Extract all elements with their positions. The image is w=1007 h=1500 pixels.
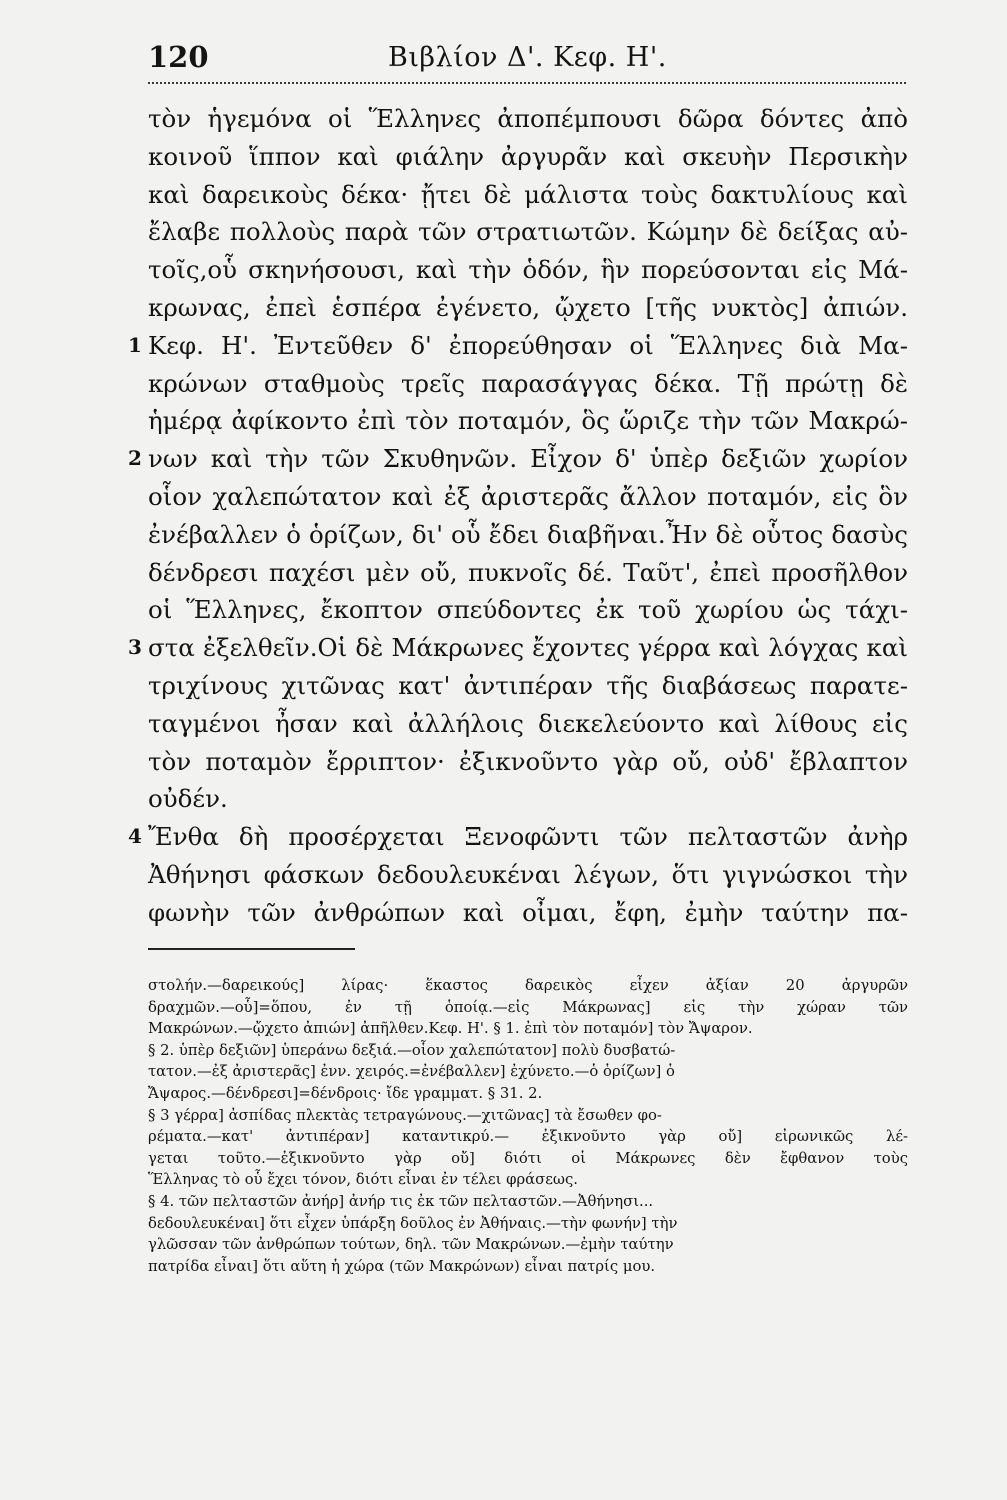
- footnote-line: δραχμῶν.—οὗ]=ὅπου, ἐν τῇ ὁποίᾳ.—εἰς Μάκρωνας] εἰς τὴν χώραν τῶν: [148, 998, 908, 1016]
- text-line: [128, 440, 908, 478]
- text-line: [148, 705, 908, 743]
- footnote-line: γλῶσσαν τῶν ἀνθρώπων τούτων, δηλ. τῶν Μακρώνων.—ἐμὴν ταύτην: [148, 1236, 674, 1254]
- section-number: 2: [128, 446, 142, 471]
- footnote-line: Μακρώνων.—ᾤχετο ἀπιών] ἀπῆλθεν.: [148, 1020, 429, 1038]
- header-rule: [148, 82, 906, 84]
- text-line: [148, 251, 908, 289]
- line-text: Κεφ. Η'. Ἐντεῦθεν δ' ἐπορεύθησαν οἱ Ἕλληνες διὰ Μα-: [148, 330, 908, 360]
- text-line: [148, 780, 908, 818]
- footnote-line: Ἄψαρος.—δένδρεσι]=δένδροις· ἴδε γραμματ. § 31. 2.: [148, 1084, 543, 1102]
- main-text: [128, 100, 908, 932]
- footnote-line: Κεφ. Η'. § 1. ἐπὶ τὸν ποταμόν] τὸν Ἄψαρον.: [428, 1020, 753, 1038]
- line-text: Ἀθήνησι φάσκων δεδουλευκέναι λέγων, ὅτι γιγνώσκοι τὴν: [148, 859, 908, 889]
- line-text: οἱ Ἕλληνες, ἔκοπτον σπεύδοντες ἐκ τοῦ χωρίου ὡς τάχι-: [148, 595, 908, 625]
- line-text: φωνὴν τῶν ἀνθρώπων καὶ οἶμαι, ἔφη, ἐμὴν ταύτην πα-: [148, 897, 908, 927]
- text-line: [148, 856, 908, 894]
- text-line: [148, 667, 908, 705]
- text-line: [148, 894, 908, 932]
- line-text: οὐδέν.: [148, 784, 228, 814]
- footnote-line: πατρίδα εἶναι] ὅτι αὕτη ἡ χώρα (τῶν Μακρώνων) εἶναι πατρίς μου.: [148, 1257, 656, 1275]
- text-line: [148, 365, 908, 403]
- section-number: 1: [128, 332, 142, 357]
- text-line: [148, 100, 908, 138]
- line-text: τοῖς,οὗ σκηνήσουσι, καὶ τὴν ὁδόν, ἣν πορεύσονται εἰς Μά-: [148, 255, 908, 285]
- footnote-line: § 4. τῶν πελταστῶν ἀνήρ] ἀνήρ τις ἐκ τῶν πελταστῶν.—Ἀθήνησι...: [148, 1192, 654, 1210]
- line-text: ἡμέρᾳ ἀφίκοντο ἐπὶ τὸν ποταμόν, ὃς ὥριζε τὴν τῶν Μακρώ-: [148, 406, 908, 436]
- line-text: κρώνων σταθμοὺς τρεῖς παρασάγγας δέκα. Τῇ πρώτῃ δὲ: [148, 368, 908, 398]
- line-text: νων καὶ τὴν τῶν Σκυθηνῶν. Εἶχον δ' ὑπὲρ δεξιῶν χωρίον: [148, 444, 908, 474]
- text-line: [148, 743, 908, 781]
- footnotes: [148, 975, 908, 1277]
- footnote-rule: [148, 948, 355, 950]
- footnote-line: Ἕλληνας τὸ οὗ ἔχει τόνον, διότι εἶναι ἐν τέλει φράσεως.: [148, 1171, 578, 1189]
- text-line: [148, 138, 908, 176]
- page-header: [148, 40, 908, 80]
- text-line: [148, 402, 908, 440]
- text-line: [148, 516, 908, 554]
- line-text: τριχίνους χιτῶνας κατ' ἀντιπέραν τῆς διαβάσεως παρατε-: [148, 670, 908, 700]
- section-number: 4: [128, 824, 142, 849]
- text-line: [148, 176, 908, 214]
- line-text: καὶ δαρεικοὺς δέκα· ᾔτει δὲ μάλιστα τοὺς δακτυλίους καὶ: [148, 179, 908, 209]
- footnote-line: στολήν.—δαρεικούς] λίρας· ἕκαστος δαρεικὸς εἶχεν ἀξίαν 20 ἀργυρῶν: [148, 977, 908, 994]
- line-text: κοινοῦ ἵππον καὶ φιάλην ἀργυρᾶν καὶ σκευὴν Περσικὴν: [148, 141, 908, 171]
- text-line: [148, 554, 908, 592]
- footnote-line: τατον.—ἐξ ἀριστερᾶς] ἐνν. χειρός.=ἐνέβαλλεν] ἐχύνετο.—ὁ ὁρίζων] ὁ: [148, 1063, 675, 1081]
- line-text: δένδρεσι παχέσι μὲν οὔ, πυκνοῖς δέ. Ταῦτ', ἐπεὶ προσῆλθον: [148, 557, 908, 587]
- text-line: [148, 213, 908, 251]
- text-line: [148, 289, 908, 327]
- footnote-line: § 2. ὑπὲρ δεξιῶν] ὑπεράνω δεξιά.—οἷον χαλεπώτατον] πολὺ δυσβατώ-: [148, 1041, 676, 1059]
- running-head: Βιβλίον Δ'. Κεφ. Η'.: [388, 42, 667, 73]
- text-line: [148, 591, 908, 629]
- line-text: τὸν ἡγεμόνα οἱ Ἕλληνες ἀποπέμπουσι δῶρα δόντες ἀπὸ: [148, 104, 908, 133]
- text-line: [148, 478, 908, 516]
- line-text: ταγμένοι ἦσαν καὶ ἀλλήλοις διεκελεύοντο καὶ λίθους εἰς: [148, 708, 908, 738]
- text-line: [128, 629, 908, 667]
- line-text: κρωνας, ἐπεὶ ἑσπέρα ἐγένετο, ᾤχετο [τῆς νυκτὸς] ἀπιών.: [148, 292, 908, 322]
- line-text: Ἔνθα δὴ προσέρχεται Ξενοφῶντι τῶν πελταστῶν ἀνὴρ: [148, 822, 908, 852]
- line-text: στα ἐξελθεῖν.Οἱ δὲ Μάκρωνες ἔχοντες γέρρα καὶ λόγχας καὶ: [148, 633, 908, 663]
- footnote-line: γεται τοῦτο.—ἐξικνοῦντο γὰρ οὔ] διότι οἱ Μάκρωνες δὲν ἔφθανον τοὺς: [148, 1149, 908, 1167]
- line-text: ἐνέβαλλεν ὁ ὁρίζων, δι' οὗ ἔδει διαβῆναι.Ἦν δὲ οὗτος δασὺς: [148, 519, 908, 549]
- line-text: ἔλαβε πολλοὺς παρὰ τῶν στρατιωτῶν. Κώμην δὲ δείξας αὐ-: [148, 217, 908, 247]
- line-text: οἷον χαλεπώτατον καὶ ἐξ ἀριστερᾶς ἄλλον ποταμόν, εἰς ὃν: [148, 481, 908, 511]
- footnote-line: ρέματα.—κατ' ἀντιπέραν] καταντικρύ.— ἐξικνοῦντο γὰρ οὔ] εἰρωνικῶς λέ-: [148, 1128, 908, 1146]
- footnote-line: § 3 γέρρα] ἀσπίδας πλεκτὰς τετραγώνους.—χιτῶνας] τὰ ἔσωθεν φο-: [148, 1106, 662, 1124]
- section-number: 3: [128, 635, 142, 660]
- page-number: 120: [148, 40, 209, 74]
- line-text: τὸν ποταμὸν ἔρριπτον· ἐξικνοῦντο γὰρ οὔ, οὐδ' ἔβλαπτον: [148, 746, 908, 776]
- text-line: [128, 327, 908, 365]
- footnote-line: δεδουλευκέναι] ὅτι εἶχεν ὑπάρξη δοῦλος ἐν Ἀθήναις.—τὴν φωνήν] τὴν: [148, 1214, 678, 1232]
- text-line: [128, 818, 908, 856]
